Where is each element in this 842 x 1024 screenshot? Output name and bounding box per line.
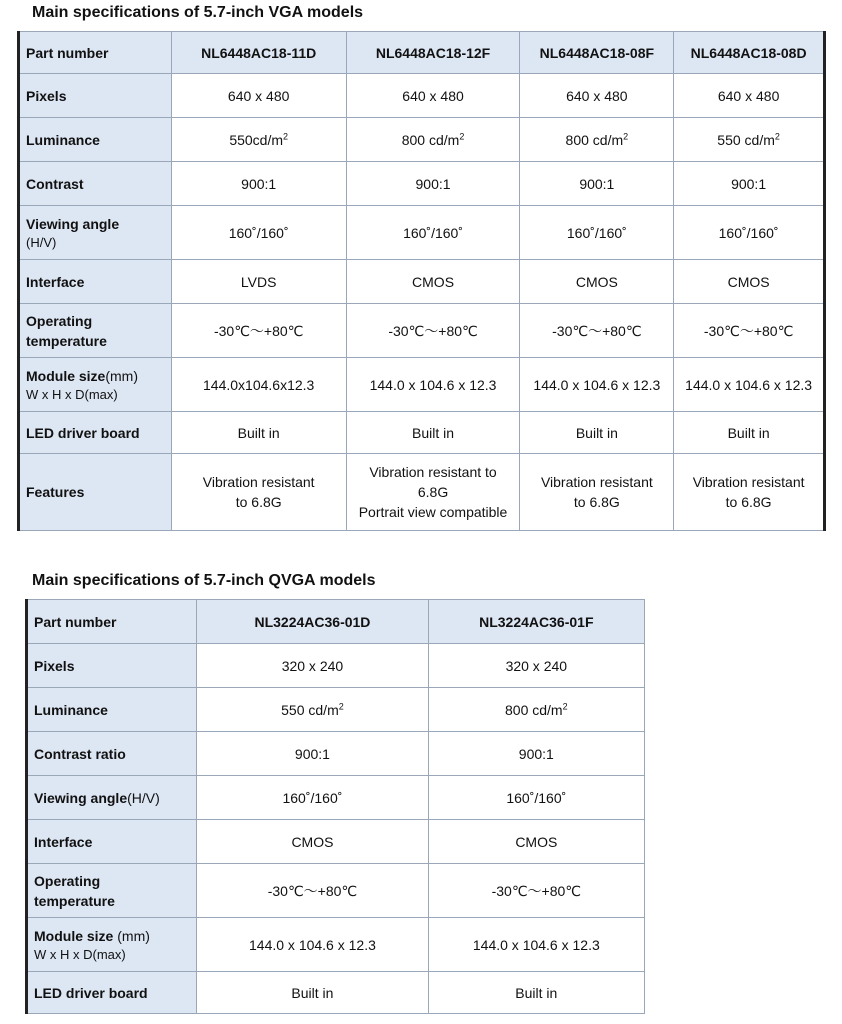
table-row [27, 600, 645, 644]
row-label-part-number: Part number [27, 600, 197, 644]
vga-table-title: Main specifications of 5.7-inch VGA models [32, 4, 364, 21]
cell-value: Vibration resistant to 6.8G [674, 454, 825, 531]
row-label-operating-temperature: Operating temperature [19, 304, 172, 358]
cell-value: Built in [197, 972, 428, 1014]
cell-value: 900:1 [197, 732, 428, 776]
cell-value: -30℃～+80℃ [674, 304, 825, 358]
table-row [19, 304, 825, 358]
row-label-part-number: Part number [19, 32, 172, 74]
cell-value: 640 x 480 [520, 74, 674, 118]
cell-value: -30℃～+80℃ [346, 304, 520, 358]
row-label-viewing-angle: Viewing angle(H/V) [27, 776, 197, 820]
table-row [19, 118, 825, 162]
cell-value: $550cd/m^2$ [171, 118, 346, 162]
table-row [27, 972, 645, 1014]
cell-value: 144.0 x 104.6 x 12.3 [520, 358, 674, 412]
cell-value: LVDS [171, 260, 346, 304]
model-header: NL3224AC36-01F [428, 600, 644, 644]
cell-value: 900:1 [674, 162, 825, 206]
row-label-operating-temperature: Operating temperature [27, 864, 197, 918]
row-sublabel: W x H x D(max) [26, 386, 118, 402]
cell-value: 160˚/160˚ [520, 206, 674, 260]
cell-value: 800 $cd/m^2$ [428, 688, 644, 732]
table-row [19, 454, 825, 531]
table-row [19, 206, 825, 260]
cell-value: 144.0 x 104.6 x 12.3 [197, 918, 428, 972]
cell-value: 900:1 [171, 162, 346, 206]
row-label-interface: Interface [19, 260, 172, 304]
cell-value: CMOS [674, 260, 825, 304]
cell-value: 160˚/160˚ [428, 776, 644, 820]
cell-value: 800 $cd/m^2$ [346, 118, 520, 162]
cell-value: 320 x 240 [197, 644, 428, 688]
cell-value: 550 $cd/m^2$ [197, 688, 428, 732]
table-row [19, 32, 825, 74]
model-header: NL3224AC36-01D [197, 600, 428, 644]
cell-value: -30℃～+80℃ [197, 864, 428, 918]
row-label-luminance: Luminance [19, 118, 172, 162]
cell-value: Built in [674, 412, 825, 454]
row-label-led-driver-board: LED driver board [27, 972, 197, 1014]
table-row [19, 260, 825, 304]
cell-value: CMOS [520, 260, 674, 304]
cell-value: 144.0 x 104.6 x 12.3 [428, 918, 644, 972]
cell-value: CMOS [428, 820, 644, 864]
row-label-contrast: Contrast [19, 162, 172, 206]
cell-value: -30℃～+80℃ [520, 304, 674, 358]
row-sublabel: (H/V) [127, 789, 160, 806]
table-row [27, 864, 645, 918]
model-header: NL6448AC18-08F [520, 32, 674, 74]
cell-value: 640 x 480 [674, 74, 825, 118]
row-label-luminance: Luminance [27, 688, 197, 732]
table-row [27, 644, 645, 688]
cell-value: 144.0 x 104.6 x 12.3 [674, 358, 825, 412]
cell-value: 144.0x104.6x12.3 [171, 358, 346, 412]
table-row [27, 918, 645, 972]
vga-spec-table [17, 31, 826, 531]
cell-value: Vibration resistant to 6.8G [520, 454, 674, 531]
cell-value: 900:1 [520, 162, 674, 206]
table-row [19, 412, 825, 454]
cell-value: 160˚/160˚ [346, 206, 520, 260]
cell-value: 160˚/160˚ [674, 206, 825, 260]
model-header: NL6448AC18-12F [346, 32, 520, 74]
row-label-viewing-angle: Viewing angle (H/V) [19, 206, 172, 260]
cell-value: 160˚/160˚ [197, 776, 428, 820]
model-header: NL6448AC18-08D [674, 32, 825, 74]
cell-value: Built in [520, 412, 674, 454]
cell-value: CMOS [346, 260, 520, 304]
row-label-pixels: Pixels [19, 74, 172, 118]
row-sublabel: W x H x D(max) [34, 946, 126, 962]
row-label-contrast-ratio: Contrast ratio [27, 732, 197, 776]
table-row [19, 358, 825, 412]
qvga-table-title: Main specifications of 5.7-inch QVGA models [32, 572, 376, 589]
cell-value: 900:1 [428, 732, 644, 776]
table-row [19, 74, 825, 118]
cell-value: 144.0 x 104.6 x 12.3 [346, 358, 520, 412]
table-row [27, 688, 645, 732]
row-sublabel: (H/V) [26, 234, 57, 250]
row-label-module-size: Module size (mm) W x H x D(max) [27, 918, 197, 972]
row-label-pixels: Pixels [27, 644, 197, 688]
cell-value: 550 $cd/m^2$ [674, 118, 825, 162]
cell-value: 900:1 [346, 162, 520, 206]
cell-value: Vibration resistant to 6.8G Portrait view compatible [346, 454, 520, 531]
cell-value: 160˚/160˚ [171, 206, 346, 260]
cell-value: 320 x 240 [428, 644, 644, 688]
table-row [19, 162, 825, 206]
cell-value: Built in [346, 412, 520, 454]
cell-value: 800 $cd/m^2$ [520, 118, 674, 162]
cell-value: Built in [428, 972, 644, 1014]
row-label-led-driver-board: LED driver board [19, 412, 172, 454]
cell-value: 640 x 480 [346, 74, 520, 118]
model-header: NL6448AC18-11D [171, 32, 346, 74]
row-label-interface: Interface [27, 820, 197, 864]
table-row [27, 820, 645, 864]
cell-value: 640 x 480 [171, 74, 346, 118]
table-row [27, 732, 645, 776]
cell-value: Vibration resistant to 6.8G [171, 454, 346, 531]
cell-value: CMOS [197, 820, 428, 864]
qvga-spec-table [25, 599, 645, 1014]
row-label-features: Features [19, 454, 172, 531]
cell-value: -30℃～+80℃ [171, 304, 346, 358]
cell-value: Built in [171, 412, 346, 454]
row-label-module-size: Module size(mm) W x H x D(max) [19, 358, 172, 412]
table-row [27, 776, 645, 820]
cell-value: -30℃～+80℃ [428, 864, 644, 918]
